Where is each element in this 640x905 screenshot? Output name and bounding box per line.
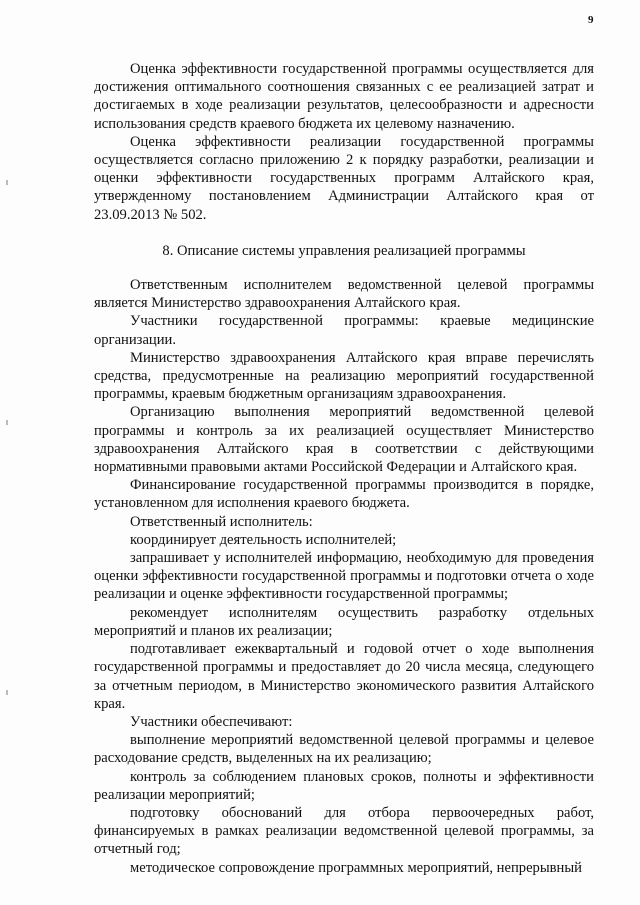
scan-mark bbox=[6, 420, 8, 425]
scan-mark bbox=[6, 690, 8, 695]
section-heading: 8. Описание системы управления реализацией программы bbox=[162, 242, 526, 259]
paragraph: Оценка эффективности государственной программы осуществляется для достижения оптимального соотношения связанных с ее реализацией затрат и достигаемых в ходе реализации результатов, целесообразности и адресности использования средств краевого бюджета их целевому назначению. bbox=[94, 61, 594, 132]
paragraph: Ответственным исполнителем ведомственной целевой программы является Министерство здравоохранения Алтайского края. bbox=[94, 277, 594, 312]
paragraph: Участники государственной программы: краевые медицинские организации. bbox=[94, 313, 594, 348]
page-number: 9 bbox=[588, 14, 594, 26]
paragraph: Ответственный исполнитель: bbox=[130, 513, 313, 530]
list-item: запрашивает у исполнителей информацию, необходимую для проведения оценки эффективности государственной программы и подготовки отчета о ходе реализации и оценке эффективности государственной программы; bbox=[94, 550, 594, 603]
paragraph: Министерство здравоохранения Алтайского края вправе перечислять средства, предусмотренные на реализацию мероприятий государственной программы, краевым бюджетным организациям здравоохранения. bbox=[94, 349, 594, 403]
document-body bbox=[94, 60, 594, 877]
paragraph: Оценка эффективности реализации государственной программы осуществляется согласно приложению 2 к порядку разработки, реализации и оценки эффективности государственных программ Алтайского края, утвержденному постановлением Администрации Алтайского края от 23.09.2013 № 502. bbox=[94, 133, 594, 223]
list-item: контроль за соблюдением плановых сроков, полноты и эффективности реализации мероприятий; bbox=[94, 768, 594, 803]
list-item: выполнение мероприятий ведомственной целевой программы и целевое расходование средств, выделенных на их реализацию; bbox=[94, 732, 594, 767]
paragraph: Участники обеспечивают: bbox=[130, 713, 293, 730]
paragraph: Финансирование государственной программы производится в порядке, установленном для исполнения краевого бюджета. bbox=[94, 477, 594, 512]
list-item: подготавливает ежеквартальный и годовой отчет о ходе выполнения государственной программы и предоставляет до 20 числа месяца, следующего за отчетным периодом, в Министерство экономического развития Алтайского края. bbox=[94, 641, 594, 712]
list-item: подготовку обоснований для отбора первоочередных работ, финансируемых в рамках реализации ведомственной целевой программы, за отчетный год; bbox=[94, 804, 594, 858]
paragraph: Организацию выполнения мероприятий ведомственной целевой программы и контроль за их реализацией осуществляет Министерство здравоохранения Алтайского края в соответствии с действующими нормативными правовыми актами Российской Федерации и Алтайского края. bbox=[94, 404, 594, 476]
list-item: рекомендует исполнителям осуществить разработку отдельных мероприятий и планов их реализации; bbox=[94, 604, 594, 639]
list-item: координирует деятельность исполнителей; bbox=[130, 531, 397, 548]
list-item: методическое сопровождение программных мероприятий, непрерывный bbox=[130, 859, 582, 876]
scan-mark bbox=[6, 180, 8, 185]
